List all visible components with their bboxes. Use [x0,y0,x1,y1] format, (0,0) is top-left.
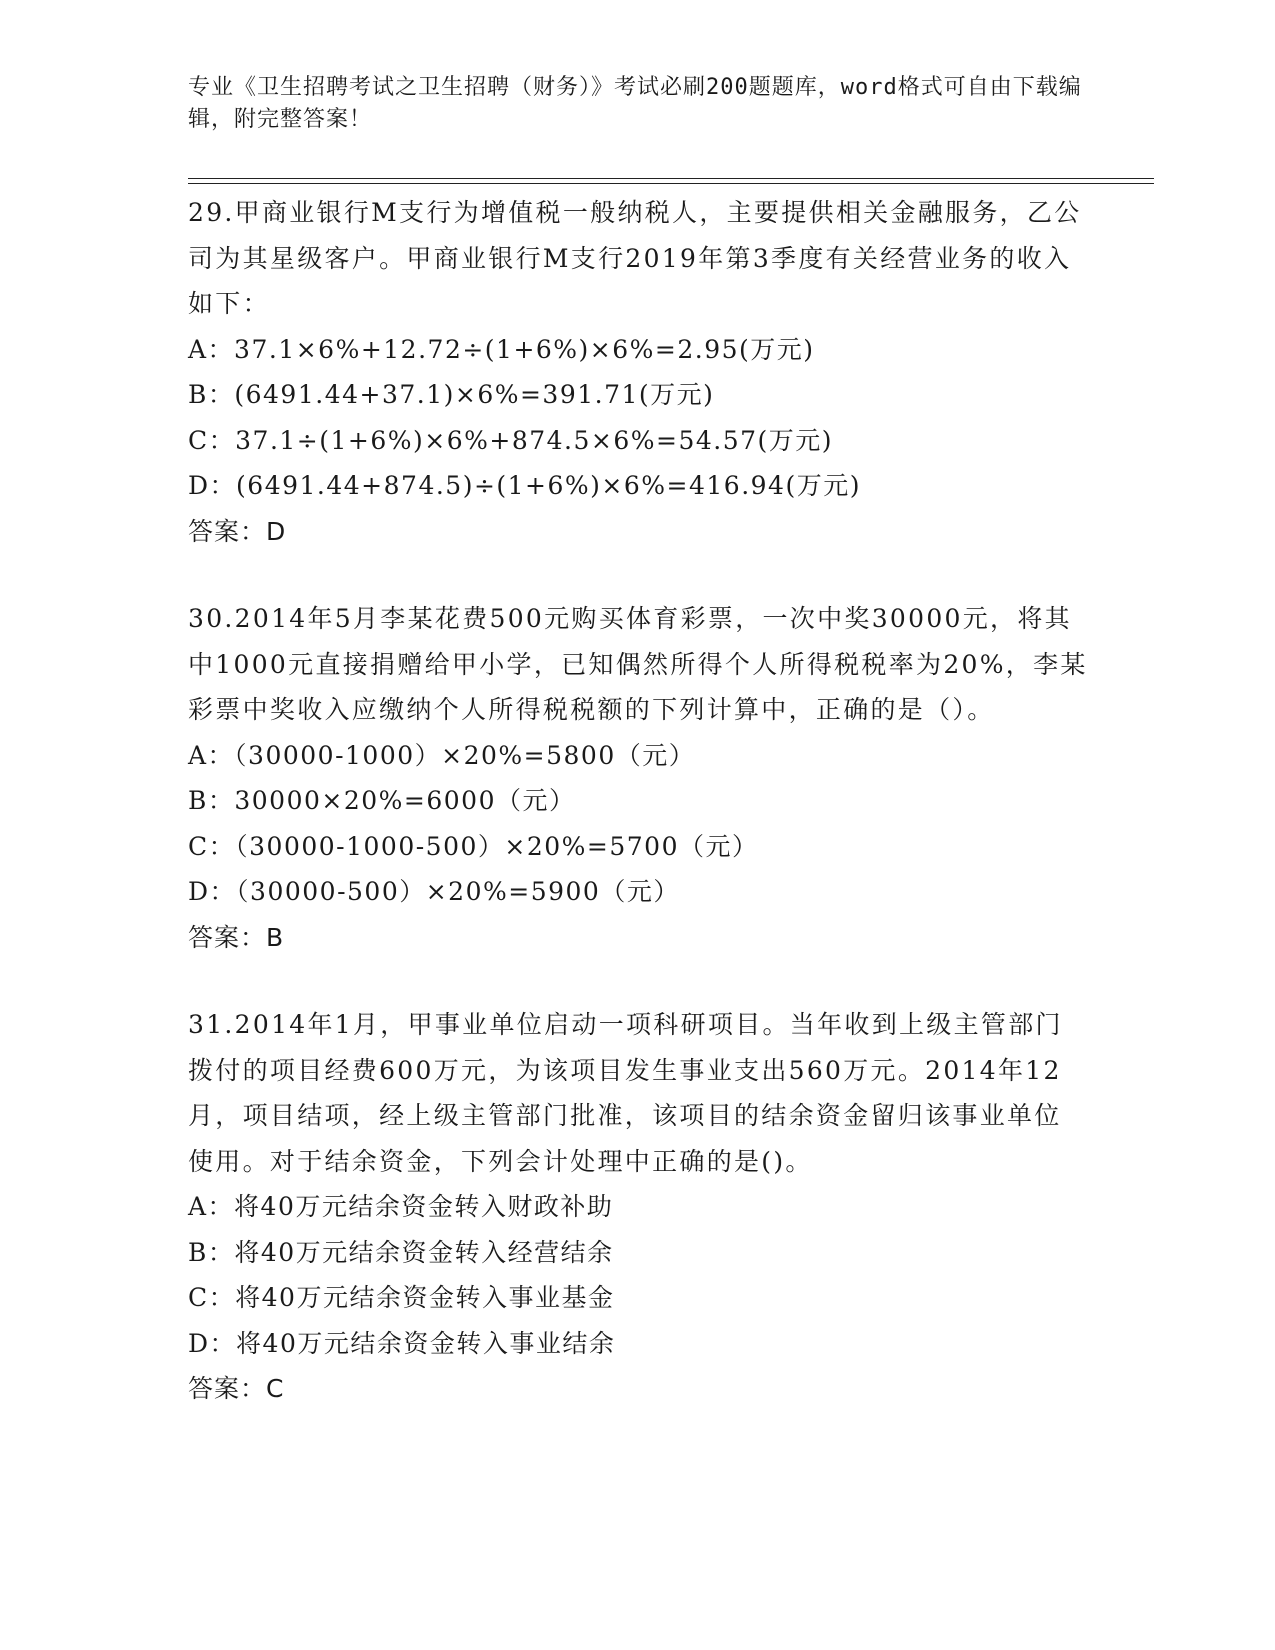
document-header: 专业《卫生招聘考试之卫生招聘（财务）》考试必刷200题题库，word格式可自由下载编辑，附完整答案！ [188,75,1082,132]
option-a: A：（30000-1000）×20%=5800（元） [188,740,696,770]
question-29 [188,190,1088,554]
option-d: D：将40万元结余资金转入事业结余 [188,1328,616,1358]
header-divider-bottom [188,183,1154,184]
question-31 [188,1002,1088,1412]
option-a: A：37.1×6%+12.72÷(1+6%)×6%=2.95(万元) [188,334,815,364]
option-a: A：将40万元结余资金转入财政补助 [188,1192,614,1221]
question-stem: 30.2014年5月李某花费500元购买体育彩票，一次中奖30000元，将其中1000元直接捐赠给甲小学，已知偶然所得个人所得税税率为20%，李某彩票中奖收入应缴纳个人所得税税额的下列计算中，正确的是（）。 [188,604,1088,724]
question-stem: 29.甲商业银行M支行为增值税一般纳税人，主要提供相关金融服务，乙公司为其星级客户。甲商业银行M支行2019年第3季度有关经营业务的收入如下： [188,198,1082,318]
option-d: D：(6491.44+874.5)÷(1+6%)×6%=416.94(万元) [188,471,861,500]
answer-line: 答案：B [188,922,285,952]
question-30 [188,596,1088,960]
answer-line: 答案：C [188,1374,285,1403]
question-stem: 31.2014年1月，甲事业单位启动一项科研项目。当年收到上级主管部门拨付的项目经费600万元，为该项目发生事业支出560万元。2014年12月，项目结项，经上级主管部门批准，该项目的结余资金留归该事业单位使用。对于结余资金，下列会计处理中正确的是()。 [188,1010,1063,1176]
answer-line: 答案：D [188,516,287,546]
question-list [188,190,1088,1454]
option-c: C：将40万元结余资金转入事业基金 [188,1283,615,1312]
option-b: B：将40万元结余资金转入经营结余 [188,1237,614,1267]
header-divider-top [188,178,1154,179]
option-b: B：30000×20%=6000（元） [188,786,576,815]
option-b: B：(6491.44+37.1)×6%=391.71(万元) [188,380,715,409]
option-c: C：（30000-1000-500）×20%=5700（元） [188,831,759,861]
option-c: C：37.1÷(1+6%)×6%+874.5×6%=54.57(万元) [188,425,834,455]
option-d: D：（30000-500）×20%=5900（元） [188,877,680,906]
